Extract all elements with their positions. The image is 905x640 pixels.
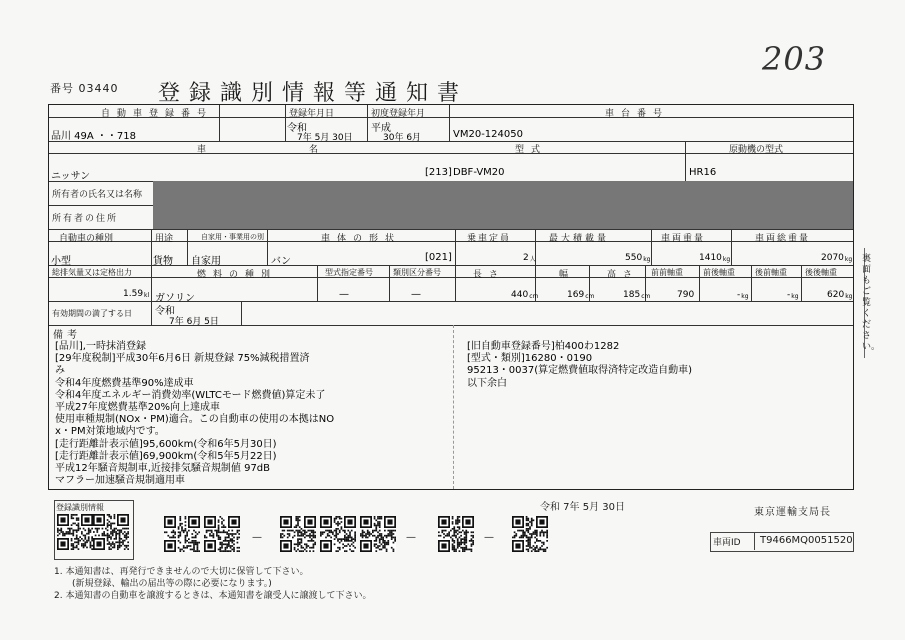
engine-label: 原動機の型式 [729, 145, 784, 155]
reg-date: 7年 5月 30日 [297, 133, 353, 143]
use-value: 貨物 [153, 256, 173, 267]
private-label: 自家用・事業用の別 [201, 233, 264, 241]
model-label: 型式 [515, 145, 548, 155]
first-reg-label: 初度登録年月 [371, 109, 426, 119]
fr-axle-label: 前後軸重 [703, 268, 735, 277]
fr-axle-value: -kg [737, 290, 749, 300]
maker-label-char: 車 [197, 145, 207, 155]
remarks-left-line-3: み [55, 365, 65, 377]
remarks-right-line-2: [型式・類別]16280・0190 [467, 353, 593, 365]
certificate-form [48, 104, 854, 490]
displacement-value: 1.59kl [123, 289, 150, 299]
first-reg-date: 30年 6月 [383, 133, 422, 143]
weight-value: 1410kg [699, 253, 731, 263]
remarks-left-line-5: 令和4年度エネルギー消費効率(WLTCモード燃費値)算定未了 [55, 389, 326, 401]
expiry-era: 令和 [155, 306, 175, 317]
displacement-label: 総排気量又は定格出力 [52, 268, 132, 277]
max-load-label: 最大積載量 [549, 234, 610, 244]
vehicle-id-label: 車両ID [713, 538, 741, 548]
expiry-date: 7年 6月 5日 [169, 317, 219, 327]
private-value: 自家用 [191, 256, 221, 267]
reg-number-label: 自動車登録番号 [101, 109, 214, 119]
owner-redaction [153, 181, 853, 229]
shape-code: [021] [425, 252, 452, 263]
model-code: [213] [425, 167, 452, 178]
remarks-left-line-9: [走行距離計表示値]95,600km(令和6年5月30日) [55, 438, 277, 450]
remarks-left-line-2: [29年度税制]平成30年6月6日 新規登録 75%減税措置済 [55, 353, 310, 365]
model-designation-value: — [339, 289, 349, 300]
remarks-left-line-10: [走行距離計表示値]69,900km(令和5年5月22日) [55, 450, 277, 462]
qr-code-2 [93, 514, 129, 550]
qr-separator-1: — [252, 532, 262, 543]
footer-note-1: 1. 本通知書は、再発行できませんので大切に保管して下さい。 [54, 567, 309, 577]
qr-code-4 [204, 516, 240, 552]
height-value: 185cm [623, 290, 651, 300]
remarks-left-line-6: 平成27年度燃費基準20%向上達成車 [55, 402, 220, 413]
qr-code-8 [438, 516, 474, 552]
maker-name: ニッサン [51, 171, 91, 182]
first-reg-era: 平成 [371, 123, 391, 134]
document-number [50, 80, 119, 96]
gross-label: 車両総重量 [755, 234, 811, 244]
rr-axle-label: 後後軸重 [805, 268, 837, 277]
vehicle-id-value: T9466MQ0051520 [760, 535, 853, 546]
document-number-label: 番号 [50, 82, 74, 95]
length-value: 440cm [511, 290, 539, 300]
qr-code-6 [320, 516, 356, 552]
expiry-label: 有効期間の満了する日 [52, 309, 132, 318]
remarks-label: 備考 [53, 330, 81, 341]
category-label: 類別区分番号 [393, 268, 441, 277]
owner-name-label: 所有者の氏名又は名称 [52, 190, 143, 200]
document-title: 登録識別情報等通知書 [158, 81, 469, 106]
capacity-label: 乗車定員 [467, 234, 512, 244]
footer-note-2: (新規登録、輸出の届出等の際に必要になります。) [72, 579, 272, 589]
max-load-value: 550kg [625, 253, 651, 263]
qr-code-1 [57, 514, 93, 550]
side-note: 裏面もご覧ください。 [862, 254, 881, 352]
gross-value: 2070kg [821, 253, 853, 263]
capacity-value: 2人 [523, 253, 536, 263]
ff-axle-value: 790 [677, 290, 695, 300]
shape-label: 車体の形状 [321, 234, 402, 244]
owner-address-label: 所有者の住所 [52, 214, 119, 224]
maker-label-char2: 名 [309, 145, 319, 155]
ff-axle-label: 前前軸重 [651, 268, 683, 277]
document-number-value: 03440 [78, 82, 119, 95]
fuel-label: 燃料の種別 [197, 270, 278, 280]
rf-axle-value: -kg [787, 290, 799, 300]
remarks-right-line-4: 以下余白 [467, 377, 507, 389]
reg-era: 令和 [287, 123, 307, 134]
issue-date: 令和 7年 5月 30日 [540, 502, 625, 513]
kind-value: 小型 [51, 256, 71, 267]
model-value: DBF-VM20 [453, 167, 505, 178]
remarks-right-line-3: 95213・0037(算定燃費値取得済特定改造自動車) [467, 365, 693, 377]
remarks-left-line-1: [品川],一時抹消登録 [55, 341, 146, 352]
rr-axle-value: 620kg [827, 290, 853, 300]
qr-code-9 [512, 516, 548, 552]
category-value: — [411, 289, 421, 300]
remarks-right-line-1: [旧自動車登録番号]柏400わ1282 [467, 341, 620, 352]
qr-separator-2: — [406, 532, 416, 543]
reg-date-label: 登録年月日 [289, 109, 335, 119]
chassis-number: VM20-124050 [453, 129, 523, 140]
issuer: 東京運輸支局長 [754, 507, 831, 518]
shape-value: バン [271, 256, 291, 267]
height-label: 高さ [607, 270, 640, 280]
model-designation-label: 型式指定番号 [325, 268, 373, 277]
width-label: 幅 [559, 270, 569, 280]
chassis-label: 車台番号 [605, 109, 670, 119]
length-label: 長さ [473, 270, 506, 280]
qr-label: 登録識別情報 [56, 503, 104, 512]
remarks-left-line-7: 使用車種規制(NOx・PM)適合。この自動車の使用の本拠はNO [55, 414, 335, 426]
remarks-left-line-8: x・PM対策地域内です。 [55, 426, 165, 438]
remarks-left-line-12: マフラー加速騒音規制適用車 [55, 475, 185, 487]
fuel-value: ガソリン [155, 293, 195, 304]
handwritten-number: 203 [762, 40, 827, 78]
qr-code-3 [164, 516, 200, 552]
rf-axle-label: 後前軸重 [755, 268, 787, 277]
width-value: 169cm [567, 290, 595, 300]
remarks-left-line-4: 令和4年度燃費基準90%達成車 [55, 377, 194, 389]
footer-note-3: 2. 本通知書の自動車を譲渡するときは、本通知書を譲受人に譲渡して下さい。 [54, 591, 372, 601]
kind-label: 自動車の種別 [59, 234, 114, 244]
plate-number: 品川 49A ・・718 [51, 131, 137, 142]
use-label: 用途 [155, 234, 174, 244]
vehicle-id-divider [754, 532, 755, 550]
remarks-left-line-11: 平成12年騒音規制車,近接排気騒音規制値 97dB [55, 463, 271, 474]
engine-model: HR16 [689, 167, 717, 178]
qr-separator-3: — [484, 532, 494, 543]
qr-code-5 [280, 516, 316, 552]
qr-code-7 [360, 516, 396, 552]
weight-label: 車両重量 [661, 234, 706, 244]
